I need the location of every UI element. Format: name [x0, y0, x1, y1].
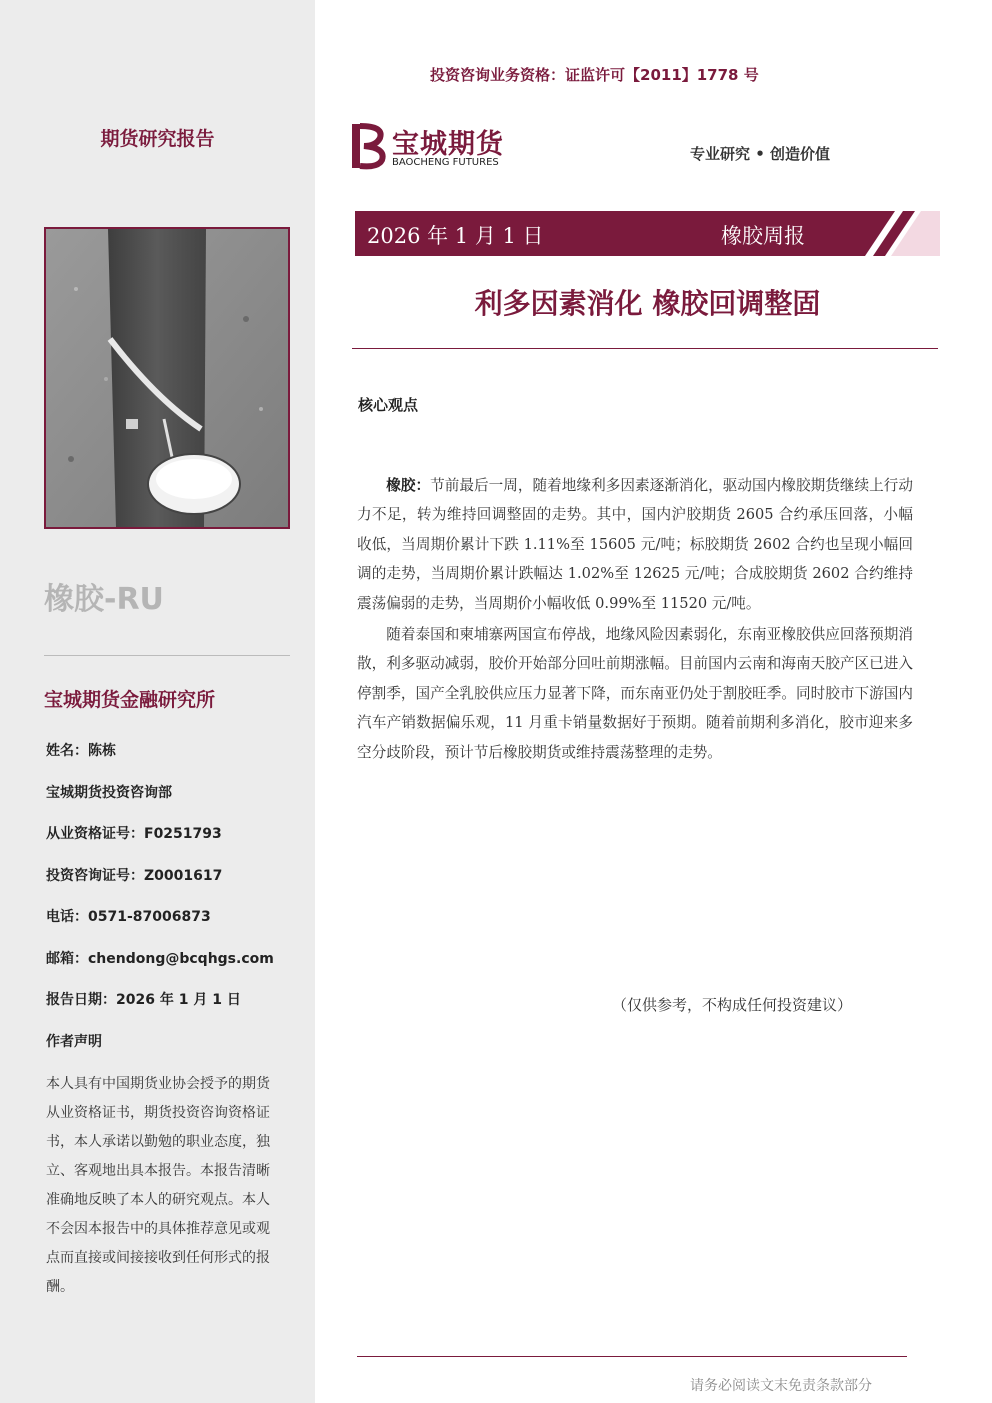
consulting-number: 投资咨询证号：Z0001617 [46, 868, 223, 884]
body-lead-label: 橡胶： [386, 477, 431, 494]
logo-chinese-name: 宝城期货 [392, 129, 504, 160]
report-title: 利多因素消化 橡胶回调整固 [474, 287, 821, 320]
analyst-name: 姓名：陈栋 [46, 743, 116, 759]
company-slogan: 专业研究 • 创造价值 [690, 145, 831, 163]
author-statement-heading: 作者声明 [46, 1034, 102, 1050]
sidebar-divider [44, 655, 290, 656]
license-text: 投资咨询业务资格：证监许可【2011】1778 号 [430, 66, 759, 84]
banner-report-type: 橡胶周报 [721, 224, 805, 248]
banner-date: 2026 年 1 月 1 日 [367, 224, 544, 248]
baocheng-logo-icon [350, 122, 388, 170]
analyst-email[interactable]: 邮箱：chendong@bcqhgs.com [46, 951, 274, 967]
company-logo [350, 122, 550, 172]
sidebar-report-type: 期货研究报告 [100, 128, 215, 150]
body-paragraph-2: 随着泰国和柬埔寨两国宣布停战，地缘风险因素弱化，东南亚橡胶供应回落预期消散，利多驱动减弱，胶价开始部分回吐前期涨幅。目前国内云南和海南天胶产区已进入停割季，国产全乳胶供应压力显著下降，而东南亚仍处于割胶旺季。同时胶市下游国内汽车产销数据偏乐观，11 月重卡销量数据好于预期。随着前期利多消化，胶市迎来多空分歧阶段，预计节后橡胶期货或维持震荡整理的走势。 [357, 626, 913, 761]
sidebar [0, 0, 315, 1403]
qualification-number: 从业资格证号：F0251793 [46, 826, 222, 842]
report-banner [355, 211, 940, 256]
sidebar-institute: 宝城期货金融研究所 [44, 689, 216, 711]
logo-english-name: BAOCHENG FUTURES [392, 157, 499, 168]
analyst-phone: 电话：0571-87006873 [46, 909, 211, 925]
disclaimer: （仅供参考，不构成任何投资建议） [612, 996, 853, 1014]
rubber-tapping-photo [44, 227, 290, 529]
body-paragraph-1-text: 节前最后一周，随着地缘利多因素逐渐消化，驱动国内橡胶期货继续上行动力不足，转为维持回调整固的走势。其中，国内沪胶期货 2605 合约承压回落，小幅收低，当周期价累计下跌 1.11%至 15605 元/吨；标胶期货 2602 合约也呈现小幅回调的走势，当周期价累计跌幅达 1.02%至 12625 元/吨；合成胶期货 2602 合约维持震荡偏弱的走势，当周期价小幅收低 0.99%至 11520 元/吨。 [357, 477, 913, 612]
analyst-department: 宝城期货投资咨询部 [46, 785, 172, 801]
footer-divider [357, 1356, 907, 1357]
rubber-tree-illustration [46, 229, 288, 527]
core-view-heading: 核心观点 [358, 396, 419, 414]
footer-note: 请务必阅读文末免责条款部分 [690, 1378, 872, 1394]
body-paragraph-1 [357, 471, 913, 618]
sidebar-product-code: 橡胶-RU [44, 582, 164, 617]
author-statement-text: 本人具有中国期货业协会授予的期货从业资格证书，期货投资咨询资格证书，本人承诺以勤勉的职业态度，独立、客观地出具本报告。本报告清晰准确地反映了本人的研究观点。本人不会因本报告中的具体推荐意见或观点而直接或间接接收到任何形式的报酬。 [46, 1076, 270, 1295]
title-divider [352, 348, 938, 349]
report-body [357, 471, 913, 767]
report-date: 报告日期：2026 年 1 月 1 日 [46, 992, 241, 1008]
